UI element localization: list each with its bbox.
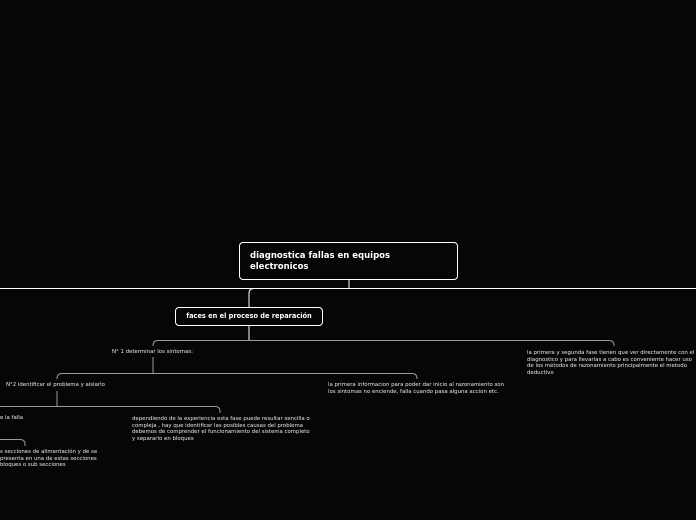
main-branch-bar [153, 341, 614, 347]
root-node[interactable] [239, 242, 458, 280]
step2-label[interactable]: N°2 identificar el problema y aislarlo [6, 382, 105, 388]
note-primera-segunda-fase[interactable]: la primera y segunda fase tienen que ver directamente con el diagnostico y para llevarlas a cabo es conveniente hacer uso de los métodos de razonamiento principalmente el metodo deductivo [527, 350, 695, 376]
root-node-title: diagnostica fallas en equipos electronicos [250, 251, 391, 272]
step2-branch-bar [0, 407, 220, 414]
note-primera-informacion[interactable]: la primera informacion para poder dar inicio al razonamiento son los sintomas no enciende, falla cuando pasa alguna accion etc. [328, 382, 505, 395]
root-to-main-connector [249, 289, 254, 308]
falla-label[interactable]: e la falla [0, 415, 24, 421]
falla-branch-bar [0, 440, 25, 447]
note-dependiendo-experiencia[interactable]: dependiendo de la experiencia esta fase puede resultar sencilla o compleja , hay que identificar las posibles causas del problema debemos de comprender el funcionamiento del sistema completo y separarlo en bloques [132, 416, 310, 442]
step1-branch-bar [57, 374, 417, 380]
step1-label[interactable]: N° 1 determinar los sintomas: [112, 349, 193, 355]
main-topic-title: faces en el proceso de reparación [186, 312, 312, 320]
note-secciones-alimentacion[interactable]: s secciones de alimentación y de se presenta en una de estas secciones bloques o sub secciones [0, 449, 98, 469]
main-topic-node[interactable] [175, 307, 323, 326]
